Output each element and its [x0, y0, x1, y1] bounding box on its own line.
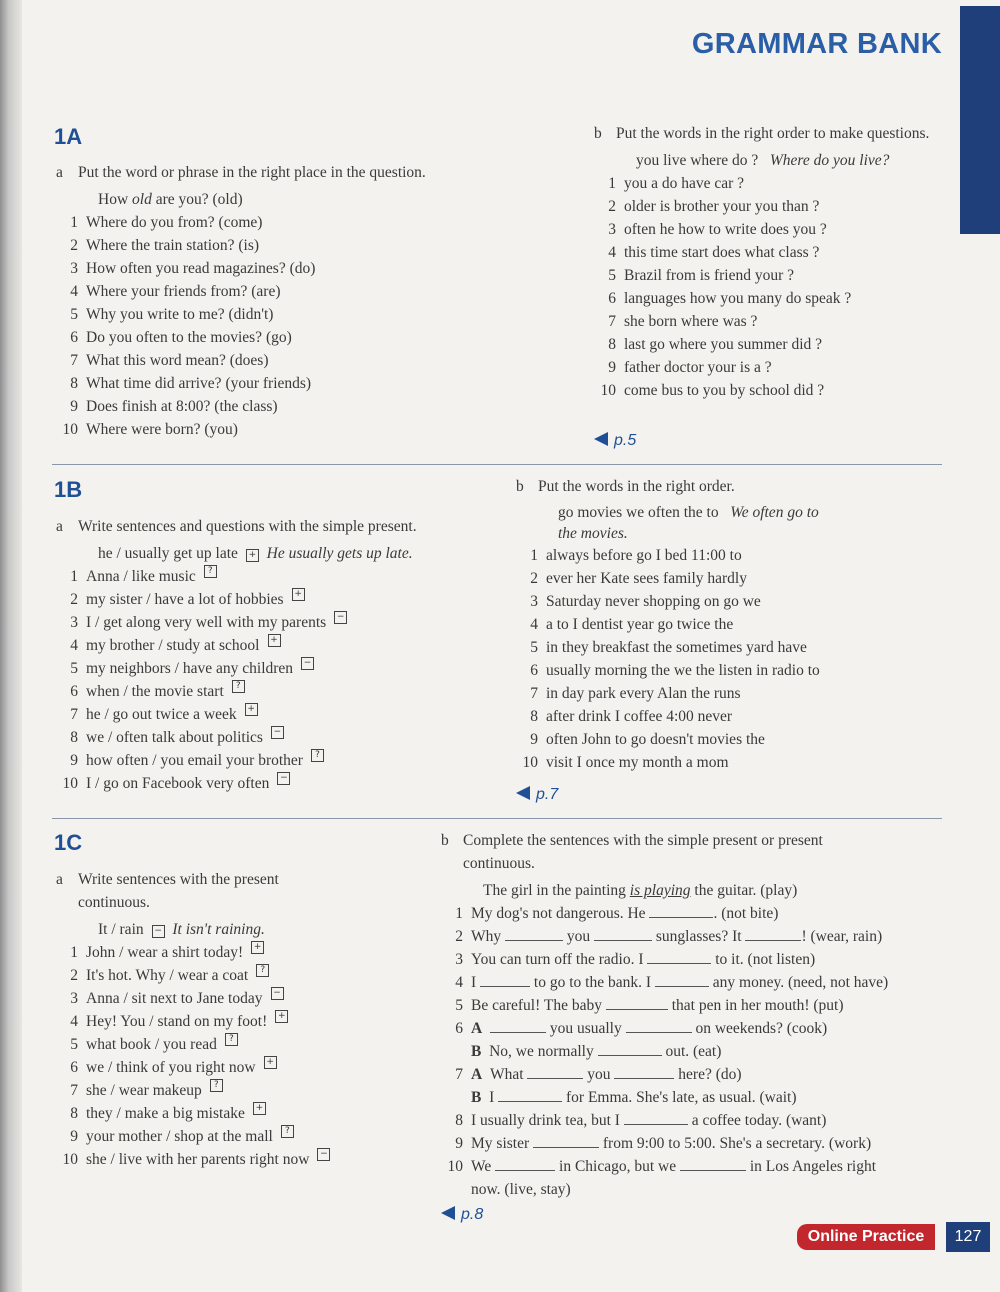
- list-item: [56, 726, 506, 749]
- list-item: [56, 1102, 406, 1125]
- list-item: [516, 590, 916, 613]
- sentence-type-icon: +: [245, 703, 258, 716]
- sentence-type-icon: −: [271, 726, 284, 739]
- instruction-text: Write sentences and questions with the simple present.: [78, 518, 417, 535]
- sentence-type-icon: +: [253, 1102, 266, 1115]
- item-number: 8: [530, 708, 538, 725]
- sentence-type-icon: −: [317, 1148, 330, 1161]
- item-list: [594, 172, 944, 402]
- instruction: [56, 515, 506, 538]
- exercise-1b-a: [56, 515, 506, 795]
- answer-blank[interactable]: [649, 904, 713, 918]
- item-number: 6: [608, 290, 616, 307]
- item-number: 10: [62, 421, 78, 438]
- item-text: my sister / have a lot of hobbies: [86, 591, 284, 608]
- list-item: [516, 567, 916, 590]
- instruction-text: Put the word or phrase in the right place in the question.: [78, 164, 426, 181]
- item-text: Why you write to me? (didn't): [86, 306, 274, 323]
- arrow-left-icon: [594, 432, 608, 446]
- item-number: 1: [70, 214, 78, 231]
- example: How old are you? (old): [98, 191, 243, 208]
- item-number: 3: [608, 221, 616, 238]
- sentence-type-icon: ?: [232, 680, 245, 693]
- item-text: she born where was ?: [624, 313, 758, 330]
- item-list: [56, 565, 506, 795]
- item-number: 1: [70, 568, 78, 585]
- example: go movies we often the to We often go to the movies.: [558, 504, 819, 542]
- item-number: 7: [70, 706, 78, 723]
- answer-blank[interactable]: [598, 1042, 662, 1056]
- item-text: she / wear makeup: [86, 1082, 202, 1099]
- sentence-type-icon: +: [292, 588, 305, 601]
- list-item: [56, 303, 526, 326]
- item-text: Anna / like music: [86, 568, 196, 585]
- list-item: [56, 749, 506, 772]
- answer-blank[interactable]: [495, 1157, 555, 1171]
- item-list: [56, 941, 406, 1171]
- list-item: [516, 728, 916, 751]
- exercise-letter: b: [594, 125, 602, 142]
- list-item: [56, 280, 526, 303]
- item-number: 6: [70, 1059, 78, 1076]
- list-item: [56, 395, 526, 418]
- item-number: 5: [70, 1036, 78, 1053]
- exercise-1c-b: [441, 829, 941, 1201]
- instruction-text: Put the words in the right order.: [538, 478, 735, 495]
- list-item: [56, 372, 526, 395]
- list-item: 10 We in Chicago, but we in Los Angeles right: [447, 1158, 877, 1175]
- page-reference-1c[interactable]: p.8: [441, 1206, 483, 1224]
- list-item: [56, 657, 506, 680]
- item-number: 1: [608, 175, 616, 192]
- online-practice-badge[interactable]: Online Practice: [797, 1224, 935, 1250]
- answer-blank[interactable]: [745, 927, 801, 941]
- item-text: I / get along very well with my parents: [86, 614, 327, 631]
- item-text: often he how to write does you ?: [624, 221, 827, 238]
- item-number: 4: [70, 637, 78, 654]
- item-number: 7: [70, 352, 78, 369]
- exercise-letter: a: [56, 871, 63, 888]
- item-number: 10: [62, 1151, 78, 1168]
- item-text: this time start does what class ?: [624, 244, 820, 261]
- example: The girl in the painting is playing the guitar. (play): [483, 882, 798, 899]
- sentence-type-icon: −: [334, 611, 347, 624]
- item-text: she / live with her parents right now: [86, 1151, 310, 1168]
- item-text: older is brother your you than ?: [624, 198, 820, 215]
- item-number: 8: [70, 375, 78, 392]
- sentence-type-icon: ?: [281, 1125, 294, 1138]
- item-number: 8: [70, 1105, 78, 1122]
- answer-blank[interactable]: [533, 1134, 599, 1148]
- list-item: [56, 1033, 406, 1056]
- list-item: [56, 703, 506, 726]
- edge-tab: [960, 6, 1000, 234]
- item-text: when / the movie start: [86, 683, 224, 700]
- list-item: [56, 1125, 406, 1148]
- list-item: [594, 264, 944, 287]
- answer-blank[interactable]: [594, 927, 652, 941]
- answer-blank[interactable]: [527, 1065, 583, 1079]
- item-text: Where your friends from? (are): [86, 283, 281, 300]
- list-item: 6 A you usually on weekends? (cook): [455, 1020, 828, 1037]
- list-item: [56, 565, 506, 588]
- list-item: [594, 356, 944, 379]
- list-item: [516, 636, 916, 659]
- item-number: 9: [70, 752, 78, 769]
- item-text: how often / you email your brother: [86, 752, 303, 769]
- item-number: 5: [608, 267, 616, 284]
- exercise-1c-a: [56, 868, 406, 1171]
- item-text: he / go out twice a week: [86, 706, 237, 723]
- list-item: now. (live, stay): [471, 1181, 571, 1198]
- list-item: 8 I usually drink tea, but I a coffee today. (want): [455, 1112, 827, 1129]
- example: It / rain − It isn't raining.: [98, 921, 265, 938]
- item-number: 10: [62, 775, 78, 792]
- instruction: [56, 161, 526, 184]
- list-item: [516, 544, 916, 567]
- section-divider: [52, 818, 942, 819]
- item-number: 2: [70, 237, 78, 254]
- item-number: 6: [70, 329, 78, 346]
- sentence-type-icon: ?: [311, 749, 324, 762]
- item-number: 7: [70, 1082, 78, 1099]
- list-item: [56, 964, 406, 987]
- list-item: [594, 195, 944, 218]
- exercise-letter: b: [516, 478, 524, 495]
- sentence-type-icon: +: [264, 1056, 277, 1069]
- instruction-text: Complete the sentences with the simple present or present continuous.: [463, 832, 823, 872]
- sentence-type-icon: −: [271, 987, 284, 1000]
- sentence-type-icon: ?: [210, 1079, 223, 1092]
- item-number: 5: [70, 306, 78, 323]
- item-number: 5: [70, 660, 78, 677]
- book-spine-shadow: [0, 0, 22, 1292]
- item-text: what book / you read: [86, 1036, 217, 1053]
- list-item: [516, 705, 916, 728]
- item-number: 3: [70, 614, 78, 631]
- list-item: [594, 333, 944, 356]
- item-text: Where were born? (you): [86, 421, 238, 438]
- item-text: What time did arrive? (your friends): [86, 375, 312, 392]
- exercise-1b-b: [516, 475, 916, 774]
- instruction-text: Write sentences with the present continuous.: [78, 871, 279, 911]
- item-number: 4: [530, 616, 538, 633]
- item-text: my neighbors / have any children: [86, 660, 294, 677]
- item-number: 4: [608, 244, 616, 261]
- list-item: [56, 1010, 406, 1033]
- item-text: often John to go doesn't movies the: [546, 731, 765, 748]
- list-item: 7 A What you here? (do): [455, 1066, 742, 1083]
- instruction: [594, 122, 944, 145]
- item-text: father doctor your is a ?: [624, 359, 772, 376]
- item-number: 2: [530, 570, 538, 587]
- item-number: 7: [530, 685, 538, 702]
- instruction-text: Put the words in the right order to make questions.: [616, 125, 930, 142]
- exercise-1a-b: [594, 122, 944, 402]
- item-text: my brother / study at school: [86, 637, 260, 654]
- exercise-letter: b: [441, 832, 449, 849]
- item-text: Where the train station? (is): [86, 237, 260, 254]
- item-number: 5: [530, 639, 538, 656]
- list-item: [594, 287, 944, 310]
- item-text: you a do have car ?: [624, 175, 745, 192]
- answer-blank[interactable]: [655, 973, 709, 987]
- sentence-type-icon: ?: [204, 565, 217, 578]
- list-item: [594, 172, 944, 195]
- answer-blank[interactable]: [505, 927, 563, 941]
- sentence-type-icon: −: [277, 772, 290, 785]
- item-text: ever her Kate sees family hardly: [546, 570, 747, 587]
- item-number: 1: [70, 944, 78, 961]
- page-number: 127: [946, 1222, 990, 1252]
- answer-blank[interactable]: [647, 950, 711, 964]
- item-number: 9: [608, 359, 616, 376]
- item-text: last go where you summer did ?: [624, 336, 823, 353]
- answer-blank[interactable]: [626, 1019, 692, 1033]
- item-text: your mother / shop at the mall: [86, 1128, 273, 1145]
- answer-blank[interactable]: [680, 1157, 746, 1171]
- list-item: [594, 241, 944, 264]
- item-text: How often you read magazines? (do): [86, 260, 316, 277]
- answer-blank[interactable]: [498, 1088, 562, 1102]
- list-item: [56, 211, 526, 234]
- list-item: [56, 349, 526, 372]
- item-text: Hey! You / stand on my foot!: [86, 1013, 268, 1030]
- item-text: in day park every Alan the runs: [546, 685, 741, 702]
- list-item: [56, 1079, 406, 1102]
- item-text: Does finish at 8:00? (the class): [86, 398, 278, 415]
- item-number: 3: [70, 990, 78, 1007]
- section-divider: [52, 464, 942, 465]
- exercise-letter: a: [56, 518, 63, 535]
- item-number: 9: [70, 398, 78, 415]
- list-item: [56, 987, 406, 1010]
- item-text: they / make a big mistake: [86, 1105, 245, 1122]
- sentence-type-icon: +: [275, 1010, 288, 1023]
- item-number: 8: [70, 729, 78, 746]
- item-number: 10: [600, 382, 616, 399]
- arrow-left-icon: [441, 1206, 455, 1220]
- example: he / usually get up late + He usually gets up late.: [98, 545, 413, 562]
- item-text: Do you often to the movies? (go): [86, 329, 292, 346]
- page-title: GRAMMAR BANK: [691, 28, 942, 60]
- answer-blank[interactable]: [606, 996, 668, 1010]
- list-item: 4 I to go to the bank. I any money. (need, not have): [455, 974, 889, 991]
- item-number: 6: [70, 683, 78, 700]
- item-text: Anna / sit next to Jane today: [86, 990, 263, 1007]
- item-number: 9: [530, 731, 538, 748]
- list-item: [516, 659, 916, 682]
- unit-heading-1b: 1B: [54, 477, 83, 502]
- list-item: 5 Be careful! The baby that pen in her mouth! (put): [455, 997, 844, 1014]
- item-text: John / wear a shirt today!: [86, 944, 244, 961]
- item-number: 3: [530, 593, 538, 610]
- instruction: [516, 475, 916, 498]
- item-text: Brazil from is friend your ?: [624, 267, 795, 284]
- item-text: we / often talk about politics: [86, 729, 263, 746]
- list-item: B I for Emma. She's late, as usual. (wait): [471, 1089, 797, 1106]
- item-list: [516, 544, 916, 774]
- sentence-type-icon: +: [251, 941, 264, 954]
- sentence-type-icon: +: [268, 634, 281, 647]
- item-number: 2: [70, 967, 78, 984]
- item-list: [56, 211, 526, 441]
- sentence-type-icon: ?: [225, 1033, 238, 1046]
- answer-blank[interactable]: [490, 1019, 546, 1033]
- arrow-left-icon: [516, 786, 530, 800]
- answer-blank[interactable]: [480, 973, 530, 987]
- item-number: 3: [70, 260, 78, 277]
- answer-blank[interactable]: [624, 1111, 688, 1125]
- list-item: [516, 613, 916, 636]
- list-item: [56, 772, 506, 795]
- item-number: 4: [70, 1013, 78, 1030]
- item-text: I / go on Facebook very often: [86, 775, 270, 792]
- list-item: [56, 257, 526, 280]
- list-item: 2 Why you sunglasses? It ! (wear, rain): [455, 928, 883, 945]
- item-text: we / think of you right now: [86, 1059, 256, 1076]
- item-number: 10: [522, 754, 538, 771]
- list-item: 3 You can turn off the radio. I to it. (not listen): [455, 951, 816, 968]
- item-text: visit I once my month a mom: [546, 754, 729, 771]
- list-item: [594, 310, 944, 333]
- list-item: [56, 234, 526, 257]
- instruction: [56, 868, 406, 914]
- item-text: languages how you many do speak ?: [624, 290, 852, 307]
- page-reference-1a[interactable]: p.5: [594, 432, 636, 450]
- item-number: 6: [530, 662, 538, 679]
- unit-heading-1a: 1A: [54, 124, 83, 149]
- list-item: [594, 218, 944, 241]
- item-text: always before go I bed 11:00 to: [546, 547, 742, 564]
- item-text: Where do you from? (come): [86, 214, 263, 231]
- item-text: usually morning the we the listen in radio to: [546, 662, 820, 679]
- item-number: 1: [530, 547, 538, 564]
- item-text: in they breakfast the sometimes yard have: [546, 639, 807, 656]
- instruction: [441, 829, 941, 875]
- list-item: [56, 611, 506, 634]
- answer-blank[interactable]: [614, 1065, 674, 1079]
- exercise-1a-a: [56, 161, 526, 441]
- exercise-letter: a: [56, 164, 63, 181]
- item-number: 4: [70, 283, 78, 300]
- list-item: [56, 326, 526, 349]
- sentence-type-icon: −: [301, 657, 314, 670]
- list-item: [56, 588, 506, 611]
- list-item: [56, 634, 506, 657]
- list-item: [56, 418, 526, 441]
- page-reference-1b[interactable]: p.7: [516, 786, 558, 804]
- list-item: B No, we normally out. (eat): [471, 1043, 722, 1060]
- list-item: [594, 379, 944, 402]
- item-text: a to I dentist year go twice the: [546, 616, 734, 633]
- item-number: 2: [70, 591, 78, 608]
- item-text: What this word mean? (does): [86, 352, 269, 369]
- list-item: 1 My dog's not dangerous. He . (not bite): [455, 905, 779, 922]
- item-text: after drink I coffee 4:00 never: [546, 708, 733, 725]
- item-number: 9: [70, 1128, 78, 1145]
- sentence-type-icon: ?: [256, 964, 269, 977]
- list-item: [516, 682, 916, 705]
- item-number: 7: [608, 313, 616, 330]
- item-number: 8: [608, 336, 616, 353]
- list-item: [56, 1056, 406, 1079]
- item-number: 2: [608, 198, 616, 215]
- item-text: come bus to you by school did ?: [624, 382, 825, 399]
- item-text: It's hot. Why / wear a coat: [86, 967, 249, 984]
- list-item: [516, 751, 916, 774]
- list-item: 9 My sister from 9:00 to 5:00. She's a secretary. (work): [455, 1135, 872, 1152]
- list-item: [56, 941, 406, 964]
- item-text: Saturday never shopping on go we: [546, 593, 761, 610]
- list-item: [56, 680, 506, 703]
- unit-heading-1c: 1C: [54, 830, 83, 855]
- list-item: [56, 1148, 406, 1171]
- example: you live where do ? Where do you live?: [636, 152, 890, 169]
